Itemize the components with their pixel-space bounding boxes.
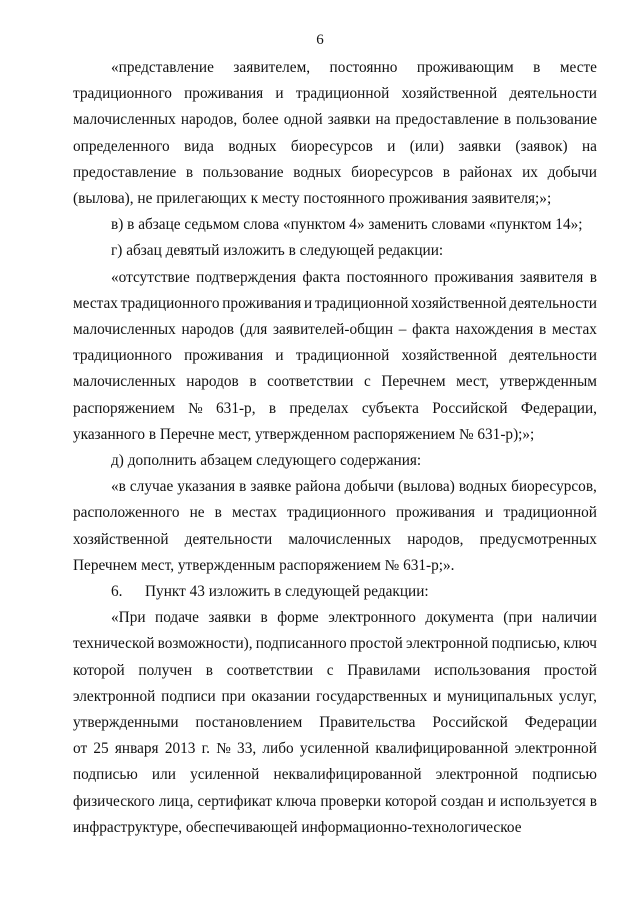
text-line: подписью или усиленной неквалифицированной электронной подписью	[73, 766, 597, 784]
text-line: 6. Пункт 43 изложить в следующей редакции:	[73, 579, 597, 605]
text-line: «в случае указания в заявке района добычи (вылова) водных биоресурсов,	[111, 478, 597, 496]
text-line: указанного в Перечне мест, утвержденном распоряжением № 631-р);»;	[73, 425, 535, 443]
text-line: «При подаче заявки в форме электронного документа (при наличии	[111, 609, 597, 627]
paragraph-item-g	[73, 238, 597, 264]
text-line: местах традиционного проживания и традиционной хозяйственной деятельности	[73, 294, 597, 312]
text-line: г) абзац девятый изложить в следующей редакции:	[111, 242, 444, 260]
text-line: «представление заявителем, постоянно проживающим в месте	[111, 59, 597, 76]
paragraph-amendment-quote-4	[73, 605, 597, 841]
text-line: «отсутствие подтверждения факта постоянного проживания заявителя в	[111, 268, 597, 286]
document-body	[73, 55, 597, 841]
text-line: малочисленных народов (для заявителей-общин – факта нахождения в местах	[73, 321, 597, 339]
text-line: определенного вида водных биоресурсов и (или) заявки (заявок) на	[73, 137, 597, 155]
paragraph-numbered-item-6	[73, 579, 597, 605]
paragraph-amendment-quote-3	[73, 474, 597, 579]
text-line: традиционного проживания и традиционной хозяйственной деятельности	[73, 347, 597, 365]
text-line: утвержденными постановлением Правительства Российской Федерации	[73, 714, 597, 732]
paragraph-amendment-quote-1	[73, 55, 597, 212]
text-line: Перечнем мест, утвержденным распоряжением № 631-р;».	[73, 556, 455, 574]
paragraph-item-v	[73, 212, 597, 238]
paragraph-amendment-quote-2	[73, 265, 597, 448]
text-line: инфраструктуре, обеспечивающей информационно-технологическое	[73, 818, 522, 836]
text-line: распоряжением № 631-р, в пределах субъекта Российской Федерации,	[73, 399, 597, 417]
text-line: предоставление в пользование водных биоресурсов в районах их добычи	[73, 163, 597, 181]
text-line: расположенного не в местах традиционного проживания и традиционной	[73, 504, 597, 522]
text-line: от 25 января 2013 г. № 33, либо усиленной квалифицированной электронной	[73, 740, 597, 758]
text-line: хозяйственной деятельности малочисленных народов, предусмотренных	[73, 530, 597, 548]
text-line: малочисленных народов в соответствии с Перечнем мест, утвержденным	[73, 373, 597, 391]
text-line: электронной подписи при оказании государственных и муниципальных услуг,	[73, 687, 597, 705]
text-line: традиционного проживания и традиционной хозяйственной деятельности	[73, 85, 597, 103]
item-number: 6.	[111, 583, 123, 601]
text-line: малочисленных народов, более одной заявки на предоставление в пользование	[73, 111, 597, 129]
paragraph-item-d	[73, 448, 597, 474]
text-line: в) в абзаце седьмом слова «пунктом 4» заменить словами «пунктом 14»;	[111, 216, 583, 234]
page-number: 6	[316, 32, 324, 48]
text-line: которой получен в соответствии с Правилами использования простой	[73, 661, 597, 679]
text-line: технической возможности), подписанного простой электронной подписью, ключ	[73, 635, 597, 653]
text-line: д) дополнить абзацем следующего содержания:	[111, 452, 422, 470]
text-line: (вылова), не прилегающих к месту постоянного проживания заявителя;»;	[73, 190, 552, 208]
text-line: физического лица, сертификат ключа проверки которой создан и используется в	[73, 792, 597, 810]
